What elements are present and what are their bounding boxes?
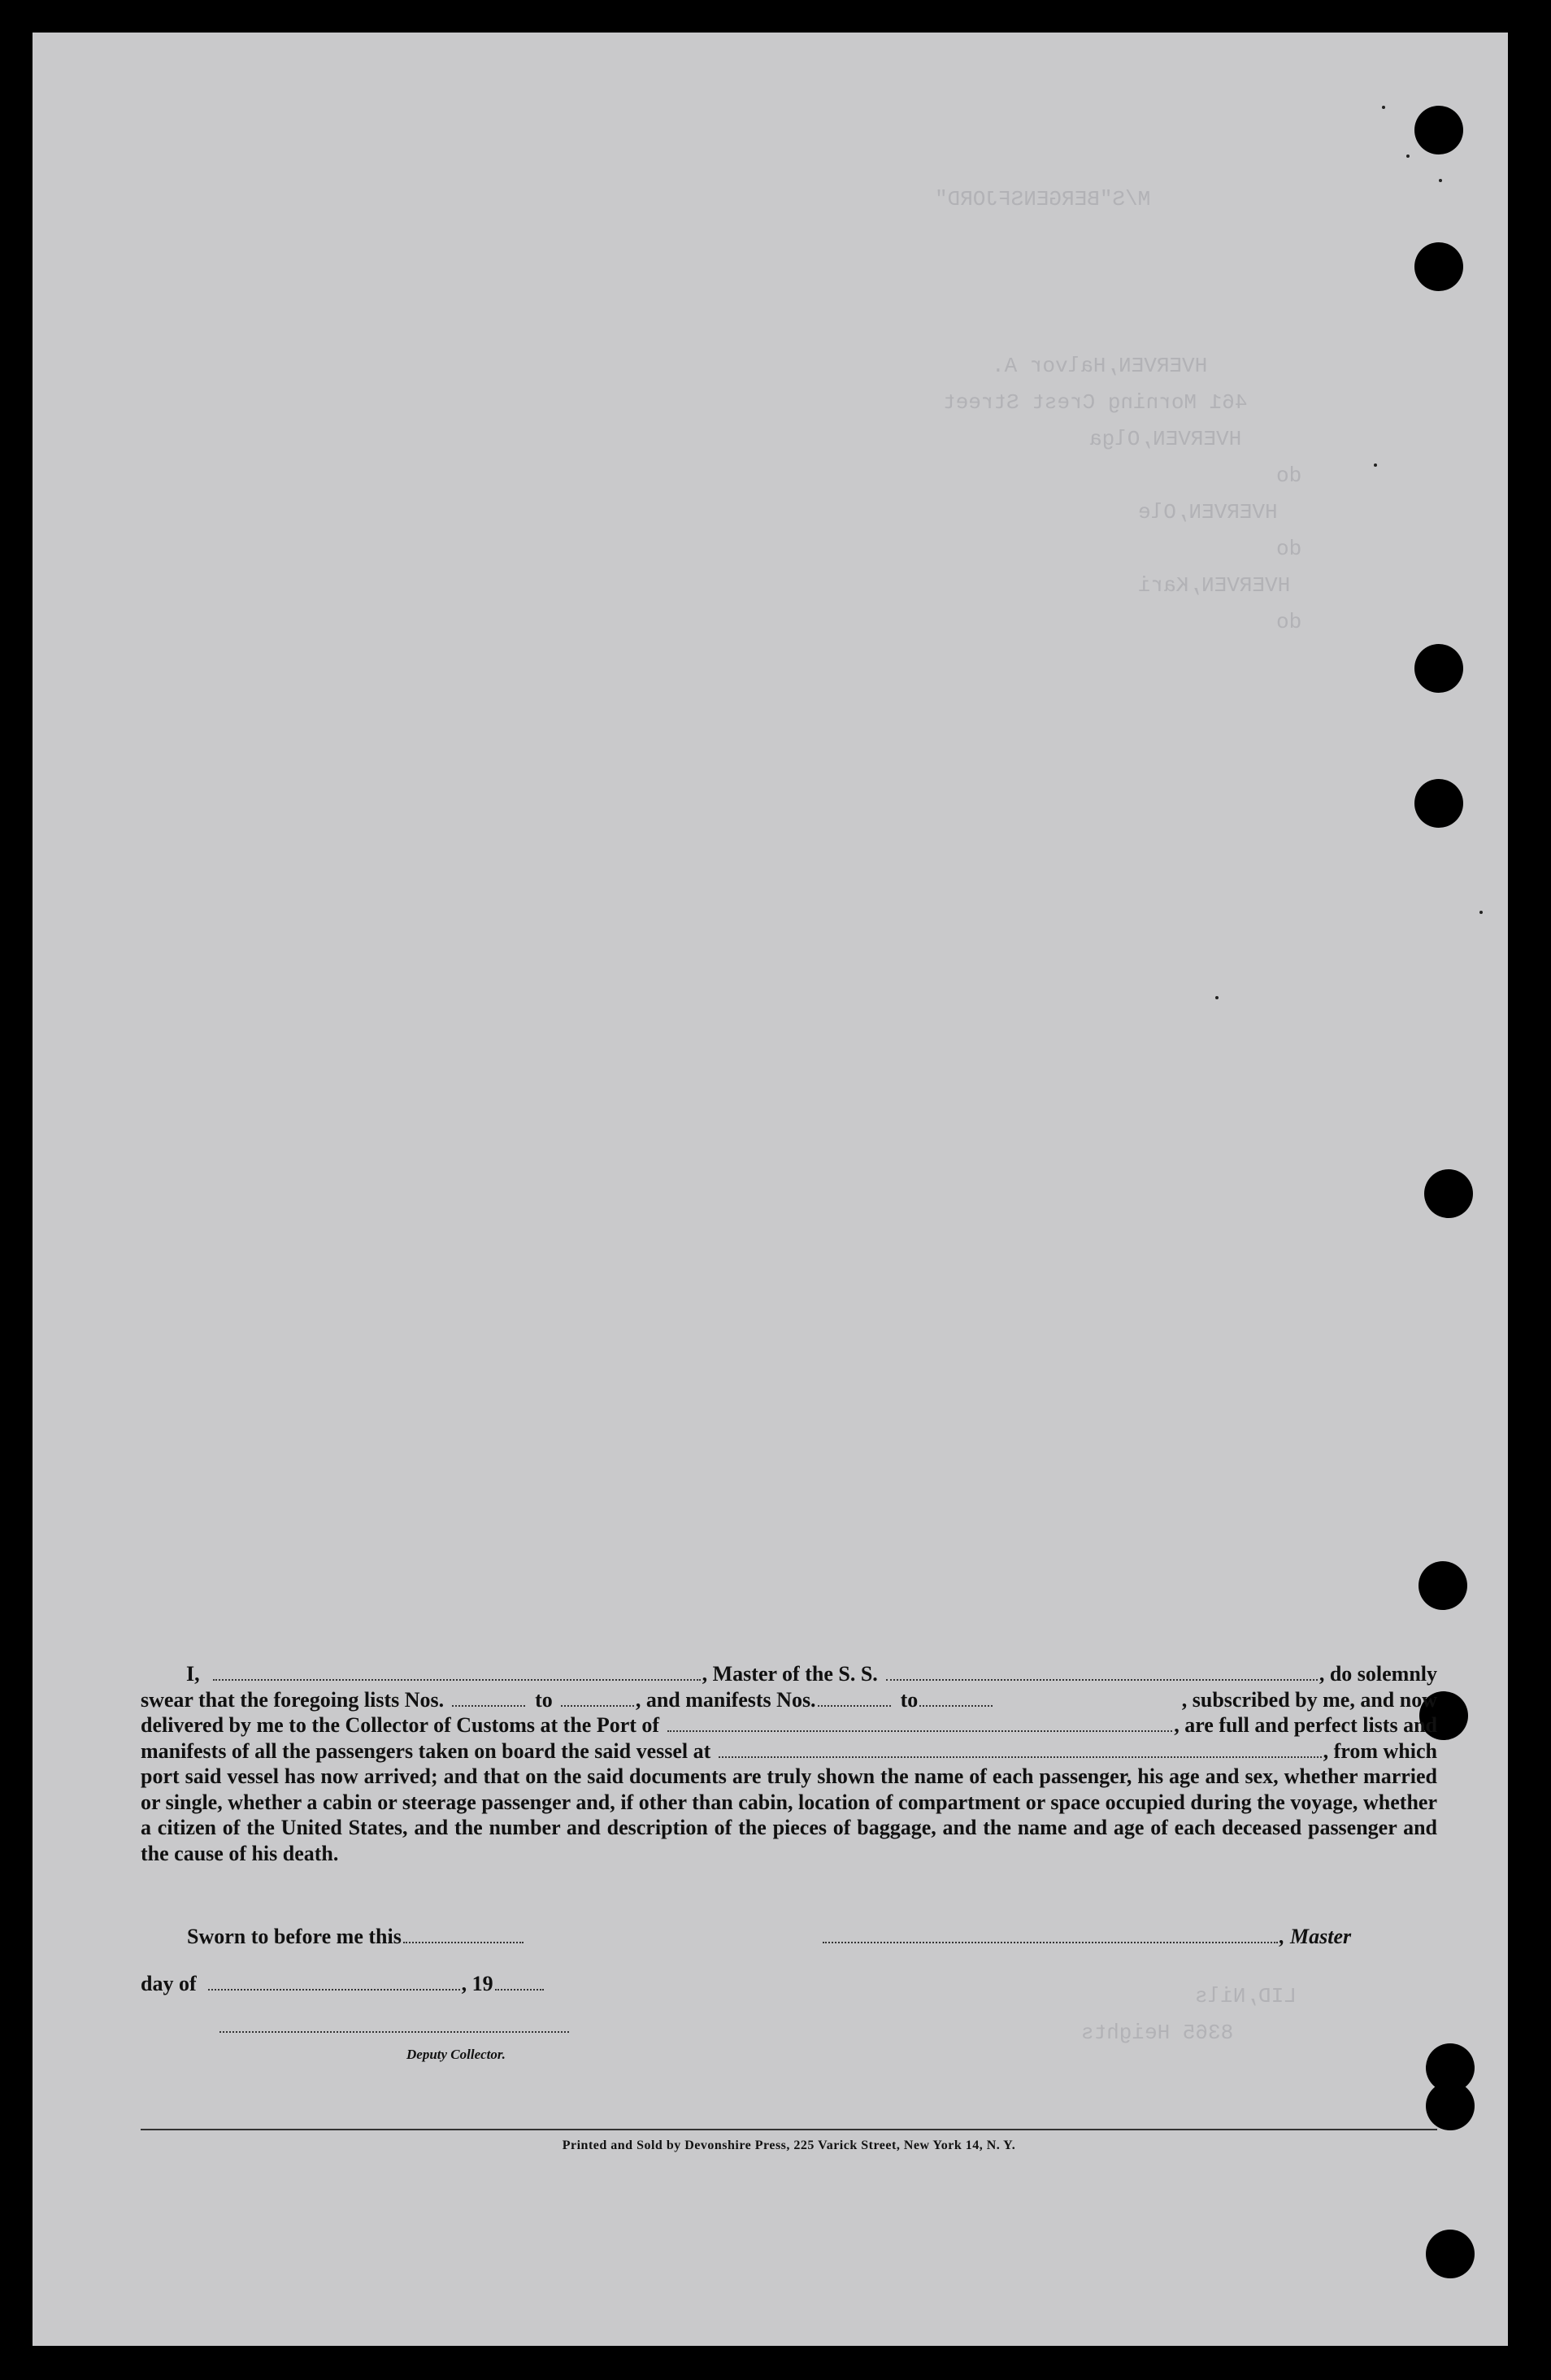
oath-text: I, <box>186 1662 200 1686</box>
speck <box>1374 463 1377 467</box>
master-signature-line <box>821 1925 1351 1949</box>
manifest-to-blank <box>919 1690 993 1707</box>
oath-text: , Master of the S. S. <box>702 1662 878 1686</box>
punch-hole <box>1424 1169 1473 1218</box>
oath-line-3 <box>141 1712 1437 1738</box>
bleed-through-line: HVERVEN,Ole <box>1138 500 1278 524</box>
master-label: , Master <box>1279 1925 1352 1948</box>
manifest-from-blank <box>818 1690 891 1707</box>
oath-text: manifests of all the passengers taken on board the said vessel at <box>141 1738 711 1763</box>
speck <box>1382 106 1385 109</box>
oath-body: port said vessel has now arrived; and that on the said documents are truly shown the name of each passenger, his age and sex, whether married or single, whether a cabin or steerage passenger and, if other than cabin, location of compartment or space occupied during the voyage, whether a citizen of the United States, and the number and description of the pieces of baggage, and the name and age of each deceased passenger and the cause of his death. <box>141 1764 1437 1865</box>
bleed-through-line: HVERVEN,Kari <box>1138 573 1291 598</box>
bleed-through-line: do <box>1276 537 1302 561</box>
speck <box>1439 179 1442 182</box>
printer-imprint: Printed and Sold by Devonshire Press, 225 Varick Street, New York 14, N. Y. <box>562 2139 1016 2152</box>
punch-hole <box>1426 2082 1475 2130</box>
oath-text: to <box>535 1687 553 1712</box>
oath-text: , are full and perfect lists and <box>1174 1713 1437 1737</box>
bleed-through-line: LID,Nils <box>1195 1984 1297 2008</box>
bleed-through-line: 8365 Heights <box>1081 2021 1234 2045</box>
oath-text: to <box>900 1687 919 1712</box>
departure-port-blank <box>719 1742 1321 1758</box>
document-page <box>33 33 1508 2346</box>
footer-rule <box>141 2129 1437 2130</box>
month-blank <box>208 1974 460 1991</box>
oath-text: , from which <box>1323 1738 1437 1763</box>
year-blank <box>495 1974 544 1991</box>
day-of-line <box>141 1972 545 1996</box>
day-of-label: day of <box>141 1972 197 1995</box>
list-to-blank <box>561 1690 634 1707</box>
year-label: , 19 <box>461 1972 493 1995</box>
oath-text: , and manifests Nos. <box>635 1687 816 1712</box>
master-name-blank <box>213 1664 701 1681</box>
speck <box>1479 911 1483 914</box>
bleed-through-line: do <box>1276 610 1302 634</box>
bleed-through-line: HVERVEN,Olga <box>1089 427 1242 451</box>
ship-name-blank <box>886 1664 1318 1681</box>
oath-line-4 <box>141 1738 1437 1764</box>
speck <box>1406 154 1410 158</box>
oath-text: swear that the foregoing lists Nos. <box>141 1687 445 1712</box>
deputy-collector-label: Deputy Collector. <box>406 2047 506 2062</box>
bleed-through-line: 461 Morning Crest Street <box>943 390 1248 415</box>
bleed-through-line: do <box>1276 463 1302 488</box>
bleed-through-title: M/S"BERGENSFJORD" <box>935 187 1151 211</box>
punch-hole <box>1414 779 1463 828</box>
oath-text: delivered by me to the Collector of Customs at the Port of <box>141 1713 660 1737</box>
list-from-blank <box>452 1690 525 1707</box>
sworn-day-blank <box>403 1927 524 1943</box>
punch-hole <box>1414 242 1463 291</box>
port-blank <box>667 1716 1172 1732</box>
punch-hole <box>1414 644 1463 693</box>
oath-text: , do solemnly <box>1319 1662 1437 1686</box>
deputy-signature-blank <box>219 2017 569 2033</box>
speck <box>1215 996 1219 999</box>
punch-hole <box>1426 2230 1475 2278</box>
oath-line-1 <box>141 1661 1437 1687</box>
punch-hole <box>1418 1561 1467 1610</box>
oath-text: , subscribed by me, and now <box>1181 1687 1437 1712</box>
master-oath <box>141 1661 1437 1866</box>
master-signature-blank <box>823 1927 1278 1943</box>
sworn-label: Sworn to before me this <box>187 1925 402 1948</box>
punch-hole <box>1414 106 1463 154</box>
sworn-line <box>187 1925 525 1949</box>
bleed-through-line: HVERVEN,Halvor A. <box>992 354 1208 378</box>
oath-line-2 <box>141 1687 1437 1713</box>
